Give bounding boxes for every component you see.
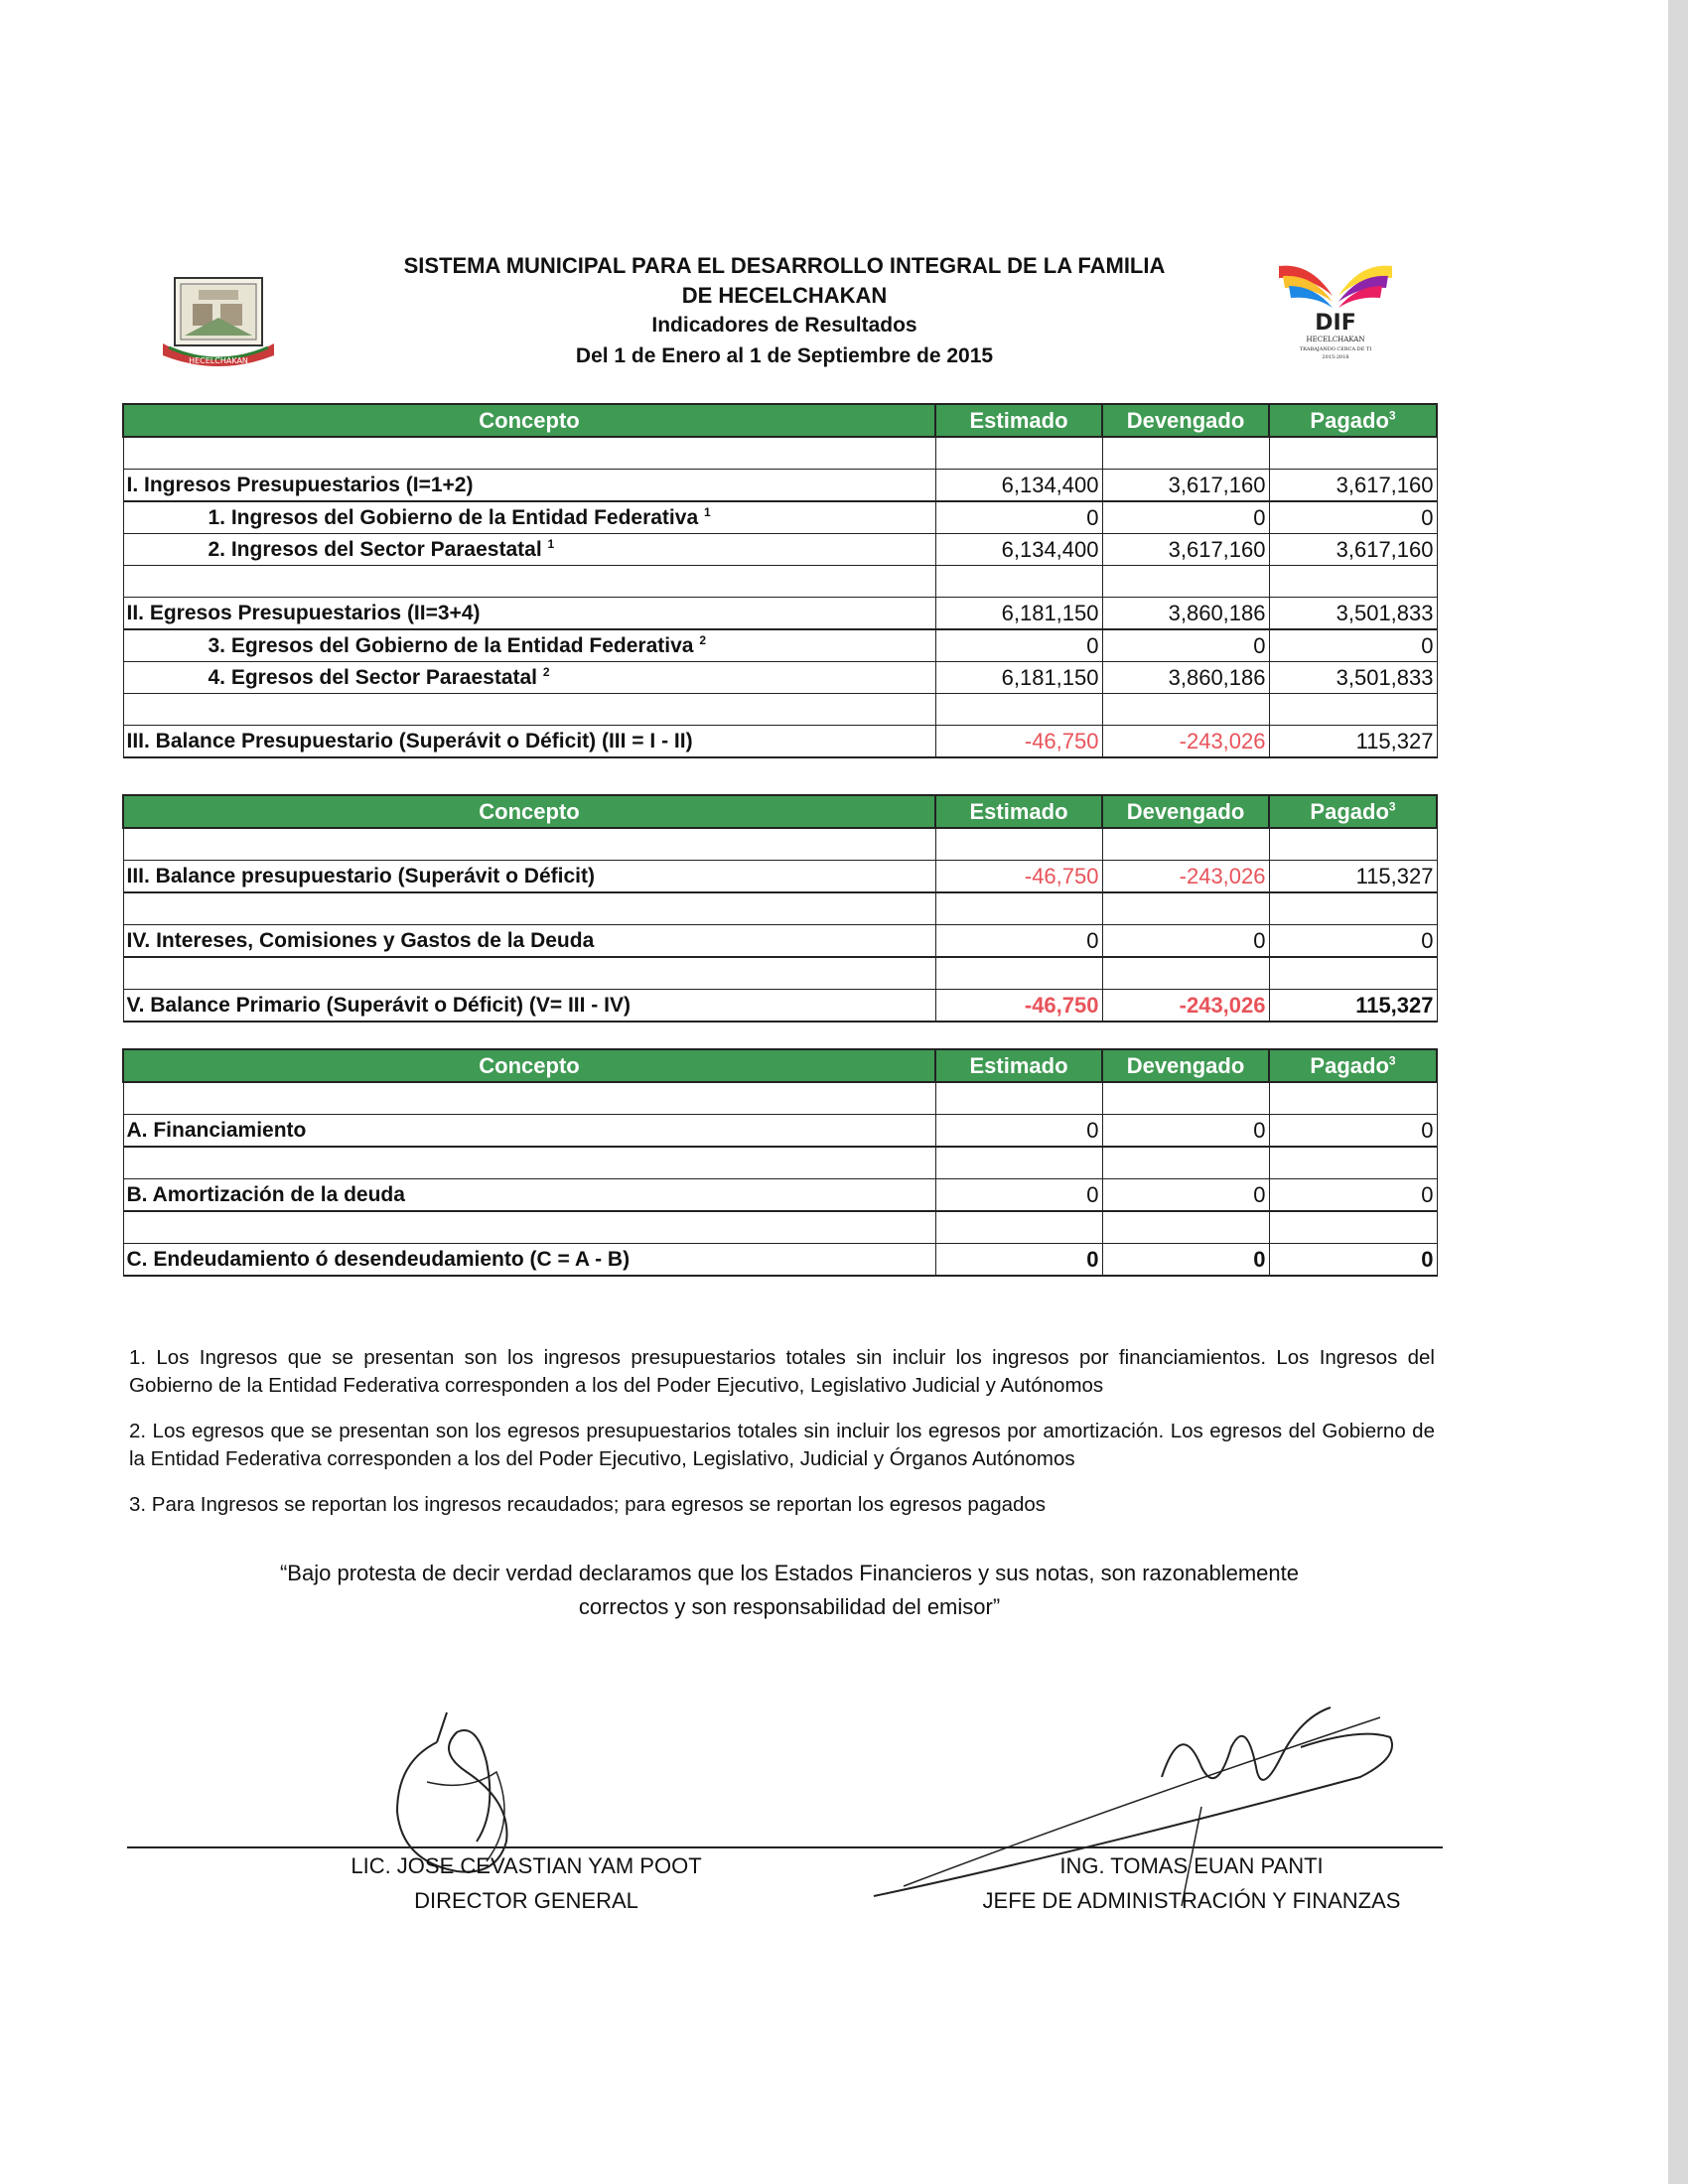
spacer-row [123,694,1437,726]
signatory-left [318,1848,735,1918]
signatory-right-title: JEFE DE ADMINISTRACIÓN Y FINANZAS [982,1888,1401,1913]
spacer-row [123,828,1437,861]
table-row: A. Financiamiento 0 0 0 [123,1115,1437,1148]
table-row: III. Balance presupuestario (Superávit o Déficit) -46,750 -243,026 115,327 [123,861,1437,893]
table-header-row [123,795,1437,828]
spacer-row [123,1147,1437,1179]
table-row: C. Endeudamiento ó desendeudamiento (C = A - B) 0 0 0 [123,1244,1437,1277]
footnote-2: 2. Los egresos que se presentan son los egresos presupuestarios totales sin incluir los egresos por amortización. Los egresos del Gobierno de la Entidad Federativa corresponden a los del Poder Ejecutivo, Legislativo, Judicial y Órganos Autónomos [129,1420,1435,1470]
svg-text:DIF: DIF [1315,311,1356,336]
dif-logo-icon [1271,256,1400,365]
table-row: I. Ingresos Presupuestarios (I=1+2) 6,134,400 3,617,160 3,617,160 [123,470,1437,502]
table-header-row [123,1049,1437,1082]
col-concepto: Concepto [123,795,935,828]
table-row: 1. Ingresos del Gobierno de la Entidad Federativa $^1$ 0 0 0 [123,501,1437,534]
signatory-right [933,1848,1450,1918]
col-devengado: Devengado [1102,795,1269,828]
table-row: V. Balance Primario (Superávit o Déficit) (V= III - IV) -46,750 -243,026 115,327 [123,990,1437,1023]
debt-table [122,1048,1438,1277]
footnote-1: 1. Los Ingresos que se presentan son los ingresos presupuestarios totales sin incluir los ingresos por financiamientos. Los Ingresos del Gobierno de la Entidad Federativa corresponden a los del Poder Ejecutivo, Legislativo Judicial y Autónomos [129,1346,1435,1397]
table-row: 4. Egresos del Sector Paraestatal $^2$ 6,181,150 3,860,186 3,501,833 [123,662,1437,694]
header-period: Del 1 de Enero al 1 de Septiembre de 2015 [575,344,994,367]
header-municipality: DE HECELCHAKAN [681,283,888,308]
col-estimado: Estimado [935,795,1102,828]
spacer-row [123,1082,1437,1115]
svg-text:HECELCHAKAN: HECELCHAKAN [189,356,248,365]
col-pagado: Pagado$^3$ [1269,795,1437,828]
municipal-seal-icon [159,274,278,373]
footnotes [129,1344,1435,1537]
col-pagado: Pagado$^3$ [1269,1049,1437,1082]
footnote-3: 3. Para Ingresos se reportan los ingresos recaudados; para egresos se reportan los egresos pagados [129,1493,1047,1516]
signatory-left-title: DIRECTOR GENERAL [414,1888,638,1913]
col-estimado: Estimado [935,1049,1102,1082]
header-report-title: Indicadores de Resultados [651,314,917,337]
budget-table [122,403,1438,758]
col-devengado: Devengado [1102,404,1269,437]
table-row: IV. Intereses, Comisiones y Gastos de la Deuda 0 0 0 [123,925,1437,958]
document-header [298,250,1271,372]
table-header-row [123,404,1437,437]
table-row: II. Egresos Presupuestarios (II=3+4) 6,181,150 3,860,186 3,501,833 [123,598,1437,630]
col-concepto: Concepto [123,1049,935,1082]
table-row: B. Amortización de la deuda 0 0 0 [123,1179,1437,1212]
header-institution: SISTEMA MUNICIPAL PARA EL DESARROLLO INTEGRAL DE LA FAMILIA [403,253,1166,278]
table-row: III. Balance Presupuestario (Superávit o Déficit) (III = I - II) -46,750 -243,026 115,327 [123,726,1437,758]
spacer-row [123,1211,1437,1244]
table-row: 2. Ingresos del Sector Paraestatal $^1$ 6,134,400 3,617,160 3,617,160 [123,534,1437,566]
declaration-quote: “Bajo protesta de decir verdad declaramos que los Estados Financieros y sus notas, son razonablemente correctos y son responsabilidad del emisor” [279,1561,1299,1619]
col-devengado: Devengado [1102,1049,1269,1082]
svg-text:2015-2018: 2015-2018 [1322,354,1349,360]
signatory-right-name: ING. TOMAS EUAN PANTI [1059,1853,1324,1878]
col-concepto: Concepto [123,404,935,437]
spacer-row [123,566,1437,598]
svg-text:TRABAJANDO CERCA DE TI: TRABAJANDO CERCA DE TI [1299,346,1372,352]
table-row: 3. Egresos del Gobierno de la Entidad Federativa $^2$ 0 0 0 [123,629,1437,662]
svg-text:HECELCHAKAN: HECELCHAKAN [1306,336,1365,343]
spacer-row [123,437,1437,470]
col-estimado: Estimado [935,404,1102,437]
scan-edge [1668,0,1688,2184]
col-pagado: Pagado$^3$ [1269,404,1437,437]
spacer-row [123,957,1437,990]
balance-table [122,794,1438,1023]
spacer-row [123,892,1437,925]
signatory-left-name: LIC. JOSE CEVASTIAN YAM POOT [351,1853,702,1878]
